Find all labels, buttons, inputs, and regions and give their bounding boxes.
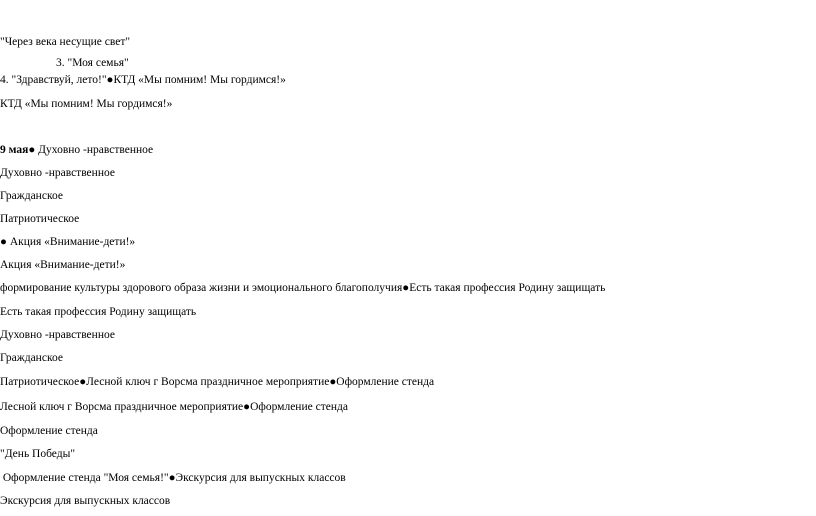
line-16: Лесной ключ г Ворсма праздничное мероприятие●Оформление стенда (0, 401, 348, 413)
line-7: Гражданское (0, 190, 63, 202)
line-10: Акция «Внимание-дети!» (0, 259, 126, 271)
line-3: 4. "Здравствуй, лето!"●КТД «Мы помним! Мы гордимся!» (0, 74, 286, 86)
line-6: Духовно -нравственное (0, 167, 115, 179)
line-5 (0, 143, 153, 157)
line-1: "Через века несущие свет" (0, 36, 131, 48)
date-label: 9 мая (0, 144, 29, 156)
line-5-text: ● Духовно -нравственное (28, 144, 154, 156)
line-4: КТД «Мы помним! Мы гордимся!» (0, 98, 173, 110)
line-11: формирование культуры здорового образа жизни и эмоционального благополучия●Есть такая профессия Родину защищать (0, 282, 606, 294)
line-2: 3. "Моя семья" (56, 57, 129, 69)
line-13: Духовно -нравственное (0, 329, 115, 341)
line-12: Есть такая профессия Родину защищать (0, 306, 197, 318)
line-15: Патриотическое●Лесной ключ г Ворсма праздничное мероприятие●Оформление стенда (0, 376, 435, 388)
line-8: Патриотическое (0, 213, 80, 225)
line-14: Гражданское (0, 352, 63, 364)
line-20: Экскурсия для выпускных классов (0, 495, 171, 507)
line-18: "День Победы" (0, 448, 76, 460)
line-19: Оформление стенда "Моя семья!"●Экскурсия для выпускных классов (0, 472, 346, 484)
line-17: Оформление стенда (0, 425, 98, 437)
line-9: ● Акция «Внимание-дети!» (0, 236, 136, 248)
